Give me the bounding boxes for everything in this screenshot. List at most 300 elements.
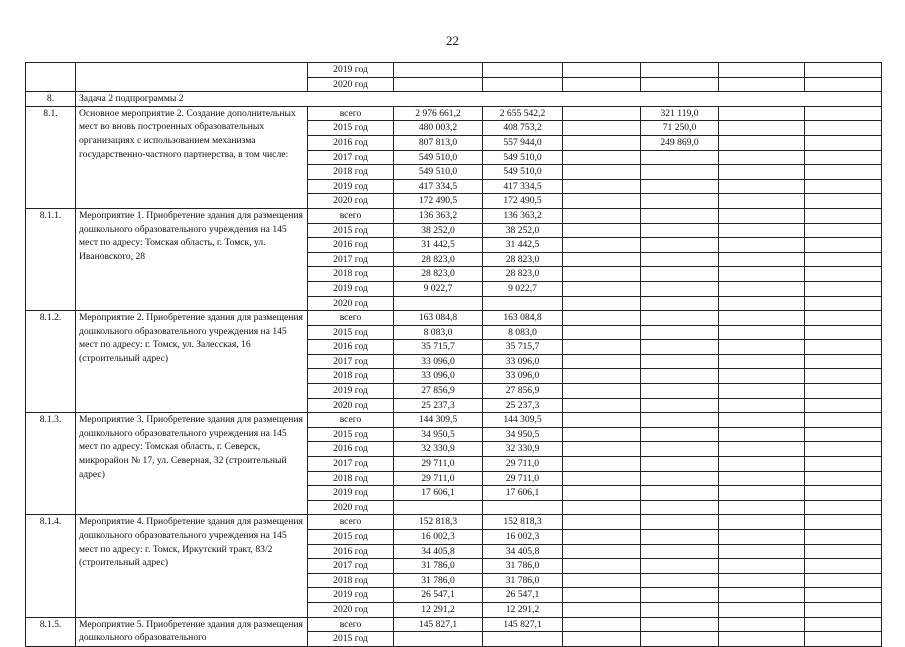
empty-cell bbox=[805, 617, 882, 632]
extra-cell bbox=[719, 457, 805, 472]
federal-cell: 9 022,7 bbox=[483, 281, 563, 296]
empty-cell bbox=[805, 135, 882, 150]
regional-cell bbox=[563, 252, 641, 267]
table-row bbox=[26, 617, 882, 632]
period-cell: 2018 год bbox=[308, 573, 394, 588]
empty-cell bbox=[641, 63, 719, 78]
local-cell bbox=[641, 252, 719, 267]
empty-cell bbox=[805, 500, 882, 515]
row-number bbox=[26, 63, 76, 92]
total-cell: 29 711,0 bbox=[394, 457, 483, 472]
measure-description: Мероприятие 4. Приобретение здания для размещения дошкольного образовательного учреждения на 145 мест по адресу: г. Томск, Иркутский тракт, 83/2 (строительный адрес) bbox=[76, 515, 308, 617]
federal-cell: 16 002,3 bbox=[483, 530, 563, 545]
federal-cell: 34 405,8 bbox=[483, 544, 563, 559]
federal-cell: 145 827,1 bbox=[483, 617, 563, 632]
empty-cell bbox=[805, 179, 882, 194]
local-cell bbox=[641, 588, 719, 603]
local-cell bbox=[641, 457, 719, 472]
regional-cell bbox=[563, 311, 641, 326]
measure-number: 8.1.5. bbox=[26, 617, 76, 646]
extra-cell bbox=[719, 150, 805, 165]
local-cell bbox=[641, 238, 719, 253]
federal-cell: 31 786,0 bbox=[483, 573, 563, 588]
empty-cell bbox=[805, 223, 882, 238]
extra-cell bbox=[719, 194, 805, 209]
period-cell: 2020 год bbox=[308, 602, 394, 617]
empty-cell bbox=[805, 602, 882, 617]
local-cell bbox=[641, 311, 719, 326]
period-cell: 2018 год bbox=[308, 369, 394, 384]
period-cell: 2020 год bbox=[308, 500, 394, 515]
total-cell: 12 291,2 bbox=[394, 602, 483, 617]
period-cell: 2016 год bbox=[308, 544, 394, 559]
total-cell: 144 309,5 bbox=[394, 413, 483, 428]
federal-cell: 408 753,2 bbox=[483, 121, 563, 136]
period-cell: 2016 год bbox=[308, 340, 394, 355]
task-number: 8. bbox=[26, 92, 76, 107]
regional-cell bbox=[563, 194, 641, 209]
empty-cell bbox=[805, 369, 882, 384]
local-cell bbox=[641, 281, 719, 296]
federal-cell: 33 096,0 bbox=[483, 354, 563, 369]
regional-cell bbox=[563, 384, 641, 399]
federal-cell: 8 083,0 bbox=[483, 325, 563, 340]
federal-cell: 31 442,5 bbox=[483, 238, 563, 253]
total-cell: 27 856,9 bbox=[394, 384, 483, 399]
local-cell bbox=[641, 150, 719, 165]
regional-cell bbox=[563, 442, 641, 457]
period-cell: 2015 год bbox=[308, 427, 394, 442]
period-cell: 2020 год bbox=[308, 77, 394, 92]
extra-cell bbox=[719, 223, 805, 238]
regional-cell bbox=[563, 325, 641, 340]
local-cell bbox=[641, 602, 719, 617]
federal-cell: 549 510,0 bbox=[483, 165, 563, 180]
extra-cell bbox=[719, 588, 805, 603]
local-cell bbox=[641, 573, 719, 588]
local-cell: 321 119,0 bbox=[641, 106, 719, 121]
local-cell bbox=[641, 471, 719, 486]
local-cell bbox=[641, 530, 719, 545]
period-cell: всего bbox=[308, 106, 394, 121]
federal-cell: 35 715,7 bbox=[483, 340, 563, 355]
period-cell: 2017 год bbox=[308, 150, 394, 165]
extra-cell bbox=[719, 354, 805, 369]
regional-cell bbox=[563, 354, 641, 369]
regional-cell bbox=[563, 223, 641, 238]
regional-cell bbox=[563, 559, 641, 574]
total-cell: 32 330,9 bbox=[394, 442, 483, 457]
federal-cell: 28 823,0 bbox=[483, 267, 563, 282]
measure-number: 8.1.3. bbox=[26, 413, 76, 515]
period-cell: 2019 год bbox=[308, 486, 394, 501]
local-cell bbox=[641, 267, 719, 282]
total-cell: 29 711,0 bbox=[394, 471, 483, 486]
period-cell: 2016 год bbox=[308, 135, 394, 150]
local-cell bbox=[641, 354, 719, 369]
federal-cell: 27 856,9 bbox=[483, 384, 563, 399]
measure-number: 8.1. bbox=[26, 106, 76, 208]
federal-cell bbox=[483, 296, 563, 311]
extra-cell bbox=[719, 559, 805, 574]
empty-cell bbox=[805, 530, 882, 545]
local-cell bbox=[641, 515, 719, 530]
empty-cell bbox=[805, 252, 882, 267]
federal-cell: 25 237,3 bbox=[483, 398, 563, 413]
measure-number: 8.1.1. bbox=[26, 208, 76, 310]
period-cell: 2015 год bbox=[308, 632, 394, 647]
regional-cell bbox=[563, 427, 641, 442]
budget-table bbox=[25, 62, 882, 647]
empty-cell bbox=[805, 515, 882, 530]
regional-cell bbox=[563, 617, 641, 632]
local-cell bbox=[641, 398, 719, 413]
total-cell: 33 096,0 bbox=[394, 354, 483, 369]
total-cell: 34 950,5 bbox=[394, 427, 483, 442]
period-cell: 2018 год bbox=[308, 165, 394, 180]
local-cell bbox=[641, 384, 719, 399]
total-cell: 17 606,1 bbox=[394, 486, 483, 501]
extra-cell bbox=[719, 398, 805, 413]
period-cell: 2020 год bbox=[308, 398, 394, 413]
total-cell: 31 786,0 bbox=[394, 573, 483, 588]
page-number: 22 bbox=[446, 33, 459, 48]
local-cell: 249 869,0 bbox=[641, 135, 719, 150]
extra-cell bbox=[719, 573, 805, 588]
period-cell: 2019 год bbox=[308, 588, 394, 603]
extra-cell bbox=[719, 121, 805, 136]
total-cell: 25 237,3 bbox=[394, 398, 483, 413]
empty-cell bbox=[805, 544, 882, 559]
empty-cell bbox=[805, 121, 882, 136]
extra-cell bbox=[719, 208, 805, 223]
regional-cell bbox=[563, 632, 641, 647]
regional-cell bbox=[563, 471, 641, 486]
total-cell: 31 442,5 bbox=[394, 238, 483, 253]
extra-cell bbox=[719, 413, 805, 428]
empty-cell bbox=[719, 63, 805, 78]
extra-cell bbox=[719, 325, 805, 340]
regional-cell bbox=[563, 165, 641, 180]
period-cell: 2019 год bbox=[308, 63, 394, 78]
federal-cell: 17 606,1 bbox=[483, 486, 563, 501]
total-cell: 28 823,0 bbox=[394, 267, 483, 282]
period-cell: 2020 год bbox=[308, 296, 394, 311]
empty-cell bbox=[805, 384, 882, 399]
period-cell: 2019 год bbox=[308, 179, 394, 194]
regional-cell bbox=[563, 340, 641, 355]
regional-cell bbox=[563, 135, 641, 150]
local-cell bbox=[641, 165, 719, 180]
total-cell bbox=[394, 500, 483, 515]
extra-cell bbox=[719, 617, 805, 632]
empty-cell bbox=[805, 194, 882, 209]
period-cell: 2019 год bbox=[308, 281, 394, 296]
table-row bbox=[26, 106, 882, 121]
extra-cell bbox=[719, 544, 805, 559]
measure-description: Мероприятие 1. Приобретение здания для размещения дошкольного образовательного учреждения на 145 мест по адресу: Томская область, г. Томск, ул. Ивановского, 28 bbox=[76, 208, 308, 310]
measure-description: Мероприятие 3. Приобретение здания для размещения дошкольного образовательного учреждения на 145 мест по адресу: Томская область, г. Северск, микрорайон № 17, ул. Северная, 32 (строительный адрес) bbox=[76, 413, 308, 515]
federal-cell: 152 818,3 bbox=[483, 515, 563, 530]
empty-cell bbox=[805, 150, 882, 165]
extra-cell bbox=[719, 530, 805, 545]
federal-cell: 417 334,5 bbox=[483, 179, 563, 194]
extra-cell bbox=[719, 602, 805, 617]
period-cell: всего bbox=[308, 515, 394, 530]
regional-cell bbox=[563, 267, 641, 282]
regional-cell bbox=[563, 296, 641, 311]
local-cell bbox=[641, 223, 719, 238]
federal-cell: 12 291,2 bbox=[483, 602, 563, 617]
empty-cell bbox=[805, 311, 882, 326]
regional-cell bbox=[563, 369, 641, 384]
period-cell: 2017 год bbox=[308, 457, 394, 472]
total-cell: 417 334,5 bbox=[394, 179, 483, 194]
federal-cell bbox=[483, 500, 563, 515]
extra-cell bbox=[719, 340, 805, 355]
local-cell bbox=[641, 179, 719, 194]
period-cell: всего bbox=[308, 617, 394, 632]
total-cell: 35 715,7 bbox=[394, 340, 483, 355]
federal-cell: 29 711,0 bbox=[483, 457, 563, 472]
local-cell bbox=[641, 325, 719, 340]
total-cell: 8 083,0 bbox=[394, 325, 483, 340]
empty-cell bbox=[805, 267, 882, 282]
extra-cell bbox=[719, 369, 805, 384]
total-cell: 172 490,5 bbox=[394, 194, 483, 209]
federal-cell: 38 252,0 bbox=[483, 223, 563, 238]
extra-cell bbox=[719, 281, 805, 296]
local-cell bbox=[641, 486, 719, 501]
period-cell: 2019 год bbox=[308, 384, 394, 399]
federal-cell: 2 655 542,2 bbox=[483, 106, 563, 121]
extra-cell bbox=[719, 267, 805, 282]
total-cell: 480 003,2 bbox=[394, 121, 483, 136]
local-cell bbox=[641, 413, 719, 428]
local-cell bbox=[641, 427, 719, 442]
regional-cell bbox=[563, 179, 641, 194]
federal-cell: 549 510,0 bbox=[483, 150, 563, 165]
regional-cell bbox=[563, 602, 641, 617]
period-cell: 2015 год bbox=[308, 223, 394, 238]
empty-cell bbox=[483, 63, 563, 78]
empty-cell bbox=[805, 340, 882, 355]
empty-cell bbox=[805, 238, 882, 253]
extra-cell bbox=[719, 311, 805, 326]
empty-cell bbox=[805, 442, 882, 457]
extra-cell bbox=[719, 384, 805, 399]
empty-cell bbox=[805, 486, 882, 501]
empty-cell bbox=[394, 77, 483, 92]
federal-cell: 33 096,0 bbox=[483, 369, 563, 384]
regional-cell bbox=[563, 413, 641, 428]
local-cell bbox=[641, 296, 719, 311]
empty-cell bbox=[805, 398, 882, 413]
extra-cell bbox=[719, 632, 805, 647]
extra-cell bbox=[719, 165, 805, 180]
table-row bbox=[26, 208, 882, 223]
table-row bbox=[26, 413, 882, 428]
regional-cell bbox=[563, 530, 641, 545]
total-cell: 31 786,0 bbox=[394, 559, 483, 574]
total-cell: 136 363,2 bbox=[394, 208, 483, 223]
total-cell: 2 976 661,2 bbox=[394, 106, 483, 121]
regional-cell bbox=[563, 544, 641, 559]
period-cell: 2015 год bbox=[308, 121, 394, 136]
empty-cell bbox=[805, 559, 882, 574]
federal-cell: 557 944,0 bbox=[483, 135, 563, 150]
period-cell: всего bbox=[308, 311, 394, 326]
regional-cell bbox=[563, 515, 641, 530]
regional-cell bbox=[563, 588, 641, 603]
measure-description: Мероприятие 2. Приобретение здания для размещения дошкольного образовательного учреждения на 145 мест по адресу: г. Томск, ул. Залесская, 16 (строительный адрес) bbox=[76, 311, 308, 413]
period-cell: 2015 год bbox=[308, 325, 394, 340]
total-cell: 549 510,0 bbox=[394, 150, 483, 165]
local-cell bbox=[641, 500, 719, 515]
regional-cell bbox=[563, 573, 641, 588]
empty-cell bbox=[563, 77, 641, 92]
local-cell bbox=[641, 340, 719, 355]
extra-cell bbox=[719, 106, 805, 121]
local-cell bbox=[641, 208, 719, 223]
extra-cell bbox=[719, 500, 805, 515]
local-cell bbox=[641, 369, 719, 384]
regional-cell bbox=[563, 106, 641, 121]
empty-cell bbox=[805, 588, 882, 603]
extra-cell bbox=[719, 296, 805, 311]
extra-cell bbox=[719, 471, 805, 486]
table-row bbox=[26, 311, 882, 326]
empty-cell bbox=[805, 208, 882, 223]
total-cell: 9 022,7 bbox=[394, 281, 483, 296]
federal-cell: 29 711,0 bbox=[483, 471, 563, 486]
extra-cell bbox=[719, 238, 805, 253]
total-cell: 33 096,0 bbox=[394, 369, 483, 384]
empty-cell bbox=[483, 77, 563, 92]
total-cell: 28 823,0 bbox=[394, 252, 483, 267]
empty-cell bbox=[394, 63, 483, 78]
period-cell: 2018 год bbox=[308, 267, 394, 282]
task-title: Задача 2 подпрограммы 2 bbox=[76, 92, 882, 107]
empty-cell bbox=[805, 63, 882, 78]
period-cell: всего bbox=[308, 413, 394, 428]
local-cell bbox=[641, 194, 719, 209]
regional-cell bbox=[563, 238, 641, 253]
period-cell: 2016 год bbox=[308, 442, 394, 457]
empty-cell bbox=[805, 77, 882, 92]
measure-description: Мероприятие 5. Приобретение здания для размещения дошкольного образовательного bbox=[76, 617, 308, 646]
total-cell bbox=[394, 296, 483, 311]
period-cell: 2020 год bbox=[308, 194, 394, 209]
empty-cell bbox=[805, 325, 882, 340]
total-cell: 38 252,0 bbox=[394, 223, 483, 238]
empty-cell bbox=[805, 413, 882, 428]
period-cell: 2017 год bbox=[308, 252, 394, 267]
extra-cell bbox=[719, 252, 805, 267]
federal-cell: 163 084,8 bbox=[483, 311, 563, 326]
federal-cell: 144 309,5 bbox=[483, 413, 563, 428]
regional-cell bbox=[563, 398, 641, 413]
local-cell bbox=[641, 559, 719, 574]
local-cell bbox=[641, 544, 719, 559]
empty-cell bbox=[805, 573, 882, 588]
extra-cell bbox=[719, 427, 805, 442]
row-description bbox=[76, 63, 308, 92]
empty-cell bbox=[805, 457, 882, 472]
period-cell: 2016 год bbox=[308, 238, 394, 253]
empty-cell bbox=[805, 427, 882, 442]
regional-cell bbox=[563, 121, 641, 136]
regional-cell bbox=[563, 486, 641, 501]
federal-cell: 32 330,9 bbox=[483, 442, 563, 457]
period-cell: 2015 год bbox=[308, 530, 394, 545]
empty-cell bbox=[805, 281, 882, 296]
local-cell bbox=[641, 442, 719, 457]
measure-description: Основное мероприятие 2. Создание дополнительных мест во вновь построенных образовательных организациях с использованием механизма государственно-частного партнерства, в том числе: bbox=[76, 106, 308, 208]
federal-cell: 172 490,5 bbox=[483, 194, 563, 209]
period-cell: 2017 год bbox=[308, 559, 394, 574]
empty-cell bbox=[641, 77, 719, 92]
period-cell: 2018 год bbox=[308, 471, 394, 486]
local-cell bbox=[641, 617, 719, 632]
total-cell: 163 084,8 bbox=[394, 311, 483, 326]
total-cell: 807 813,0 bbox=[394, 135, 483, 150]
regional-cell bbox=[563, 500, 641, 515]
federal-cell: 31 786,0 bbox=[483, 559, 563, 574]
federal-cell: 136 363,2 bbox=[483, 208, 563, 223]
measure-number: 8.1.2. bbox=[26, 311, 76, 413]
extra-cell bbox=[719, 442, 805, 457]
task-row bbox=[26, 92, 882, 107]
federal-cell bbox=[483, 632, 563, 647]
total-cell: 152 818,3 bbox=[394, 515, 483, 530]
total-cell: 16 002,3 bbox=[394, 530, 483, 545]
total-cell: 34 405,8 bbox=[394, 544, 483, 559]
total-cell bbox=[394, 632, 483, 647]
table-row bbox=[26, 63, 882, 78]
federal-cell: 34 950,5 bbox=[483, 427, 563, 442]
empty-cell bbox=[805, 471, 882, 486]
period-cell: всего bbox=[308, 208, 394, 223]
regional-cell bbox=[563, 150, 641, 165]
empty-cell bbox=[805, 354, 882, 369]
period-cell: 2017 год bbox=[308, 354, 394, 369]
total-cell: 549 510,0 bbox=[394, 165, 483, 180]
federal-cell: 28 823,0 bbox=[483, 252, 563, 267]
measure-number: 8.1.4. bbox=[26, 515, 76, 617]
empty-cell bbox=[563, 63, 641, 78]
local-cell bbox=[641, 632, 719, 647]
local-cell: 71 250,0 bbox=[641, 121, 719, 136]
empty-cell bbox=[805, 632, 882, 647]
empty-cell bbox=[719, 77, 805, 92]
extra-cell bbox=[719, 179, 805, 194]
table-row bbox=[26, 515, 882, 530]
federal-cell: 26 547,1 bbox=[483, 588, 563, 603]
regional-cell bbox=[563, 208, 641, 223]
regional-cell bbox=[563, 457, 641, 472]
regional-cell bbox=[563, 281, 641, 296]
extra-cell bbox=[719, 486, 805, 501]
empty-cell bbox=[805, 165, 882, 180]
extra-cell bbox=[719, 515, 805, 530]
extra-cell bbox=[719, 135, 805, 150]
total-cell: 26 547,1 bbox=[394, 588, 483, 603]
empty-cell bbox=[805, 106, 882, 121]
empty-cell bbox=[805, 296, 882, 311]
total-cell: 145 827,1 bbox=[394, 617, 483, 632]
table-body bbox=[26, 63, 882, 647]
